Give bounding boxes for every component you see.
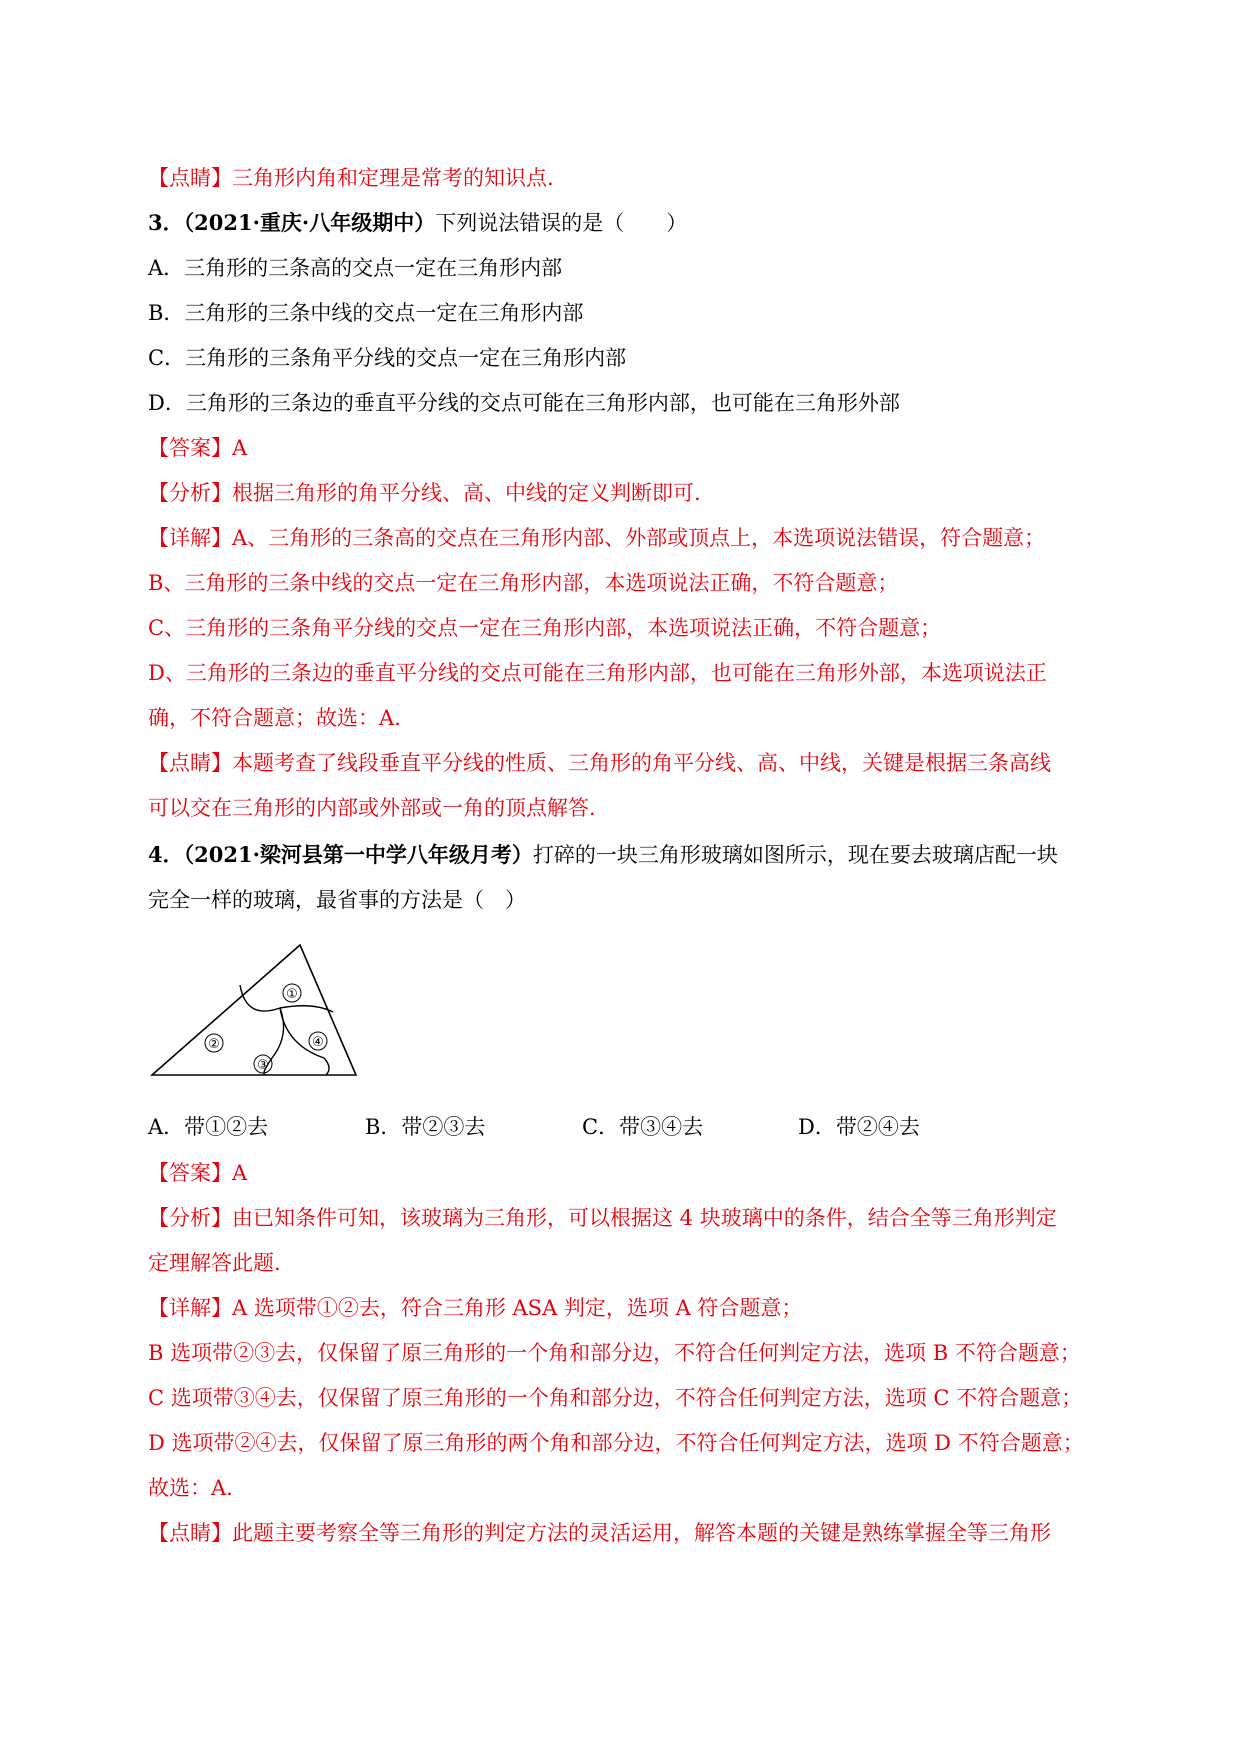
q3-source: （2021·重庆·八年级期中） [183,210,436,235]
crack-line [280,1006,333,1012]
q3-detail-line: B、三角形的三条中线的交点一定在三角形内部，本选项说法正确，不符合题意； [148,571,899,595]
q3-dianjing-line: 可以交在三角形的内部或外部或一角的顶点解答. [148,796,596,820]
q3-option-c: C．三角形的三条角平分线的交点一定在三角形内部 [148,346,627,370]
q4-stem: 打碎的一块三角形玻璃如图所示，现在要去玻璃店配一块 [532,843,1058,867]
q4-option-a: A．带①②去 [148,1115,269,1139]
q4-option-c: C．带③④去 [582,1115,704,1139]
q4-detail-line: C 选项带③④去，仅保留了原三角形的一个角和部分边，不符合任何判定方法，选项 C 不符合题意； [148,1386,1083,1410]
q4-detail-line: B 选项带②③去，仅保留了原三角形的一个角和部分边，不符合任何判定方法，选项 B 不符合题意； [148,1341,1081,1365]
triangle-outline [152,945,356,1075]
q4-analysis-line: 【分析】由已知条件可知，该玻璃为三角形，可以根据这 4 块玻璃中的条件，结合全等三角形判定 [148,1206,1057,1230]
piece-2-label: ② [208,1037,220,1052]
q4-analysis-line: 定理解答此题. [148,1251,281,1275]
piece-4-label: ④ [312,1035,324,1050]
q4-source: （2021·梁河县第一中学八年级月考） [183,842,533,867]
q4-option-b: B．带②③去 [365,1115,486,1139]
q3-detail-line: C、三角形的三条角平分线的交点一定在三角形内部，本选项说法正确，不符合题意； [148,616,942,640]
q4-answer: 【答案】A [148,1161,248,1185]
q3-number: 3． [148,210,184,235]
piece-3-label: ③ [257,1058,269,1073]
q4-option-d: D．带②④去 [798,1115,920,1139]
q3-dianjing-line: 【点睛】本题考查了线段垂直平分线的性质、三角形的角平分线、高、中线，关键是根据三条高线 [148,751,1051,775]
q4-detail-line: 故选：A. [148,1476,233,1500]
q4-stem-line [148,840,1058,870]
piece-1-label: ① [286,987,298,1002]
q3-option-a: A．三角形的三条高的交点一定在三角形内部 [148,256,563,280]
q4-detail-line: 【详解】A 选项带①②去，符合三角形 ASA 判定，选项 A 符合题意； [148,1296,803,1320]
q4-detail-line: D 选项带②④去，仅保留了原三角形的两个角和部分边，不符合任何判定方法，选项 D 不符合题意； [148,1431,1084,1455]
q3-option-d: D．三角形的三条边的垂直平分线的交点可能在三角形内部，也可能在三角形外部 [148,391,900,415]
q3-stem: 下列说法错误的是（ ） [435,211,688,235]
q3-answer: 【答案】A [148,436,248,460]
q3-detail-line: 确，不符合题意；故选：A. [148,706,401,730]
q4-stem-line-2: 完全一样的玻璃，最省事的方法是（ ） [148,888,526,912]
q3-detail-line: 【详解】A、三角形的三条高的交点在三角形内部、外部或顶点上，本选项说法错误，符合题意； [148,526,1046,550]
q3-analysis: 【分析】根据三角形的角平分线、高、中线的定义判断即可. [148,481,701,505]
q4-number: 4． [148,842,184,867]
q4-dianjing: 【点睛】此题主要考察全等三角形的判定方法的灵活运用，解答本题的关键是熟练掌握全等三角形 [148,1521,1051,1545]
q3-option-b: B．三角形的三条中线的交点一定在三角形内部 [148,301,584,325]
q2-dianjing: 【点睛】三角形内角和定理是常考的知识点. [148,166,554,190]
broken-glass-figure [148,940,362,1080]
q3-detail-line: D、三角形的三条边的垂直平分线的交点可能在三角形内部，也可能在三角形外部，本选项说法正 [148,661,1047,685]
q3-stem-line [148,208,687,238]
